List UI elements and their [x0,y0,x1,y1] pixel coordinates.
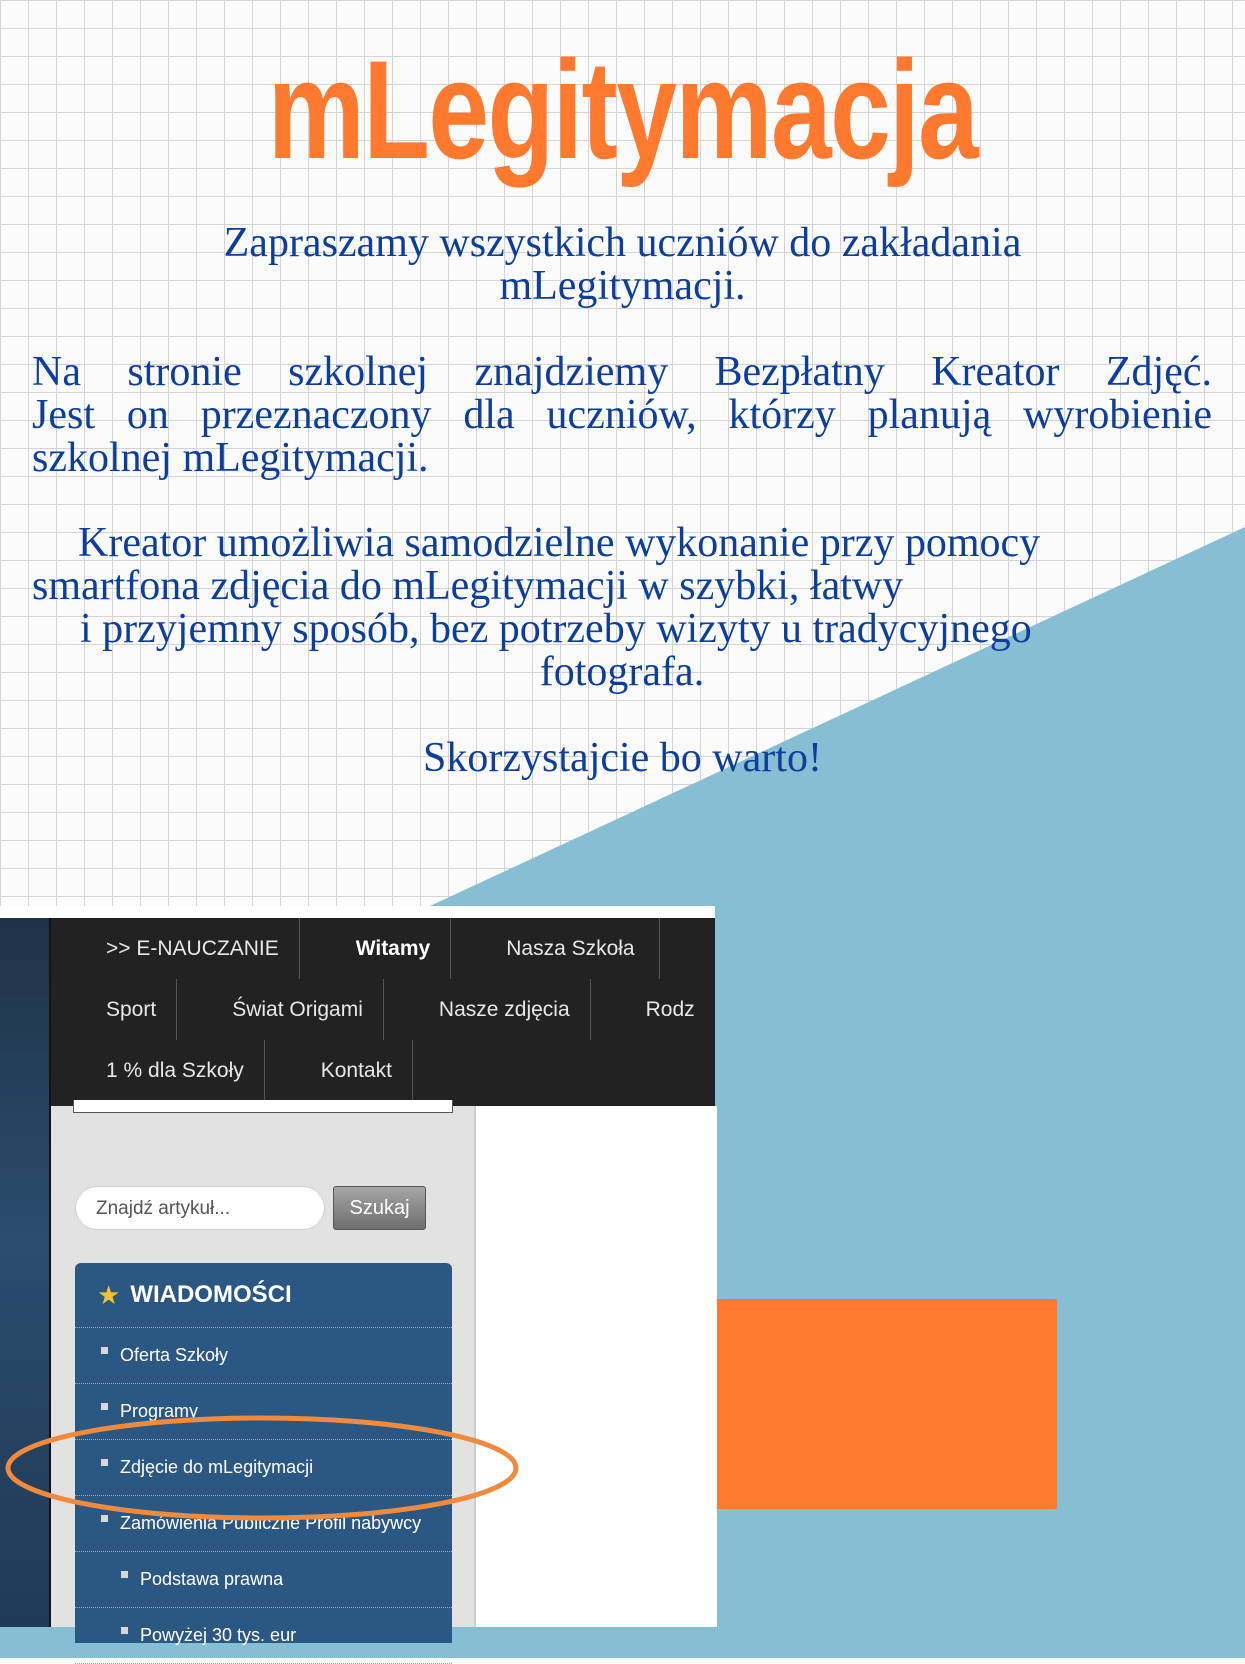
search-button[interactable]: Szukaj [333,1186,426,1230]
bullet-icon [101,1347,108,1354]
menu-item-powyzej-30[interactable] [75,1608,452,1664]
sidebar [51,1106,474,1645]
nav-row-2 [51,979,715,1040]
menu-item-label: Programy [120,1401,199,1421]
menu-item-podstawa-prawna[interactable] [75,1552,452,1608]
menu-header [75,1263,452,1328]
menu-item-label: Podstawa prawna [140,1569,284,1589]
sidebar-top-box [73,1100,453,1113]
paragraph-1-line-1: Zapraszamy wszystkich uczniów do zakładania [223,220,1022,266]
orange-rectangle [680,1299,1057,1509]
screenshot-top-edge [0,906,715,918]
bullet-icon [101,1403,108,1410]
paragraph-3 [32,522,1212,694]
menu-item-label: Zamówienia Publiczne Profil nabywcy [120,1513,422,1533]
nav-item-rodzice[interactable]: Rodz [645,998,695,1021]
paragraph-1 [60,222,1185,308]
paragraph-2-line-3: szkolnej mLegitymacji. [32,435,429,481]
nav-item-kontakt[interactable]: Kontakt [265,1040,413,1101]
paragraph-2 [32,351,1212,480]
closing-line: Skorzystajcie bo warto! [423,735,822,781]
search-input[interactable]: Znajdź artykuł... [75,1186,325,1230]
menu-item-label: Powyżej 30 tys. eur [140,1625,297,1645]
star-icon: ★ [97,1279,121,1310]
paragraph-3-line-3: i przyjemny sposób, bez potrzeby wizyty u tradycyjnego [80,606,1032,652]
bullet-icon [121,1627,128,1634]
nav-item-1-procent[interactable]: 1 % dla Szkoły [51,1040,265,1101]
nav-item-nasze-zdjecia[interactable]: Nasze zdjęcia [384,979,591,1040]
paragraph-3-line-4: fotografa. [539,649,705,695]
nav-item-sport[interactable]: Sport [51,979,177,1040]
highlight-ellipse [0,1410,530,1530]
nav-row-3 [51,1040,413,1101]
nav-item-nasza-szkola[interactable]: Nasza Szkoła [451,918,659,979]
paragraph-2-line-1: Na stronie szkolnej znajdziemy Bezpłatny Kreator Zdjęć. [32,349,1212,395]
paragraph-1-line-2: mLegitymacji. [499,263,746,309]
menu-title: WIADOMOŚCI [130,1281,292,1308]
top-navigation [51,918,715,1106]
nav-item-e-nauczanie[interactable]: >> E-NAUCZANIE [51,918,300,979]
nav-row-1 [51,918,660,979]
paragraph-3-line-1: Kreator umożliwia samodzielne wykonanie przy pomocy [78,520,1041,566]
nav-item-swiat-origami[interactable]: Świat Origami [177,979,384,1040]
nav-item-witamy[interactable]: Witamy [300,918,452,979]
paragraph-2-line-2: Jest on przeznaczony dla uczniów, którzy planują wyrobienie [32,392,1212,438]
menu-item-label: Zdjęcie do mLegitymacji [120,1457,314,1477]
menu-item-label: Oferta Szkoły [120,1345,229,1365]
content-area [474,1106,717,1627]
paragraph-3-line-2: smartfona zdjęcia do mLegitymacji w szybki, łatwy [32,563,904,609]
bullet-icon [121,1571,128,1578]
poster-title: mLegitymacja [267,31,978,188]
menu-item-oferta[interactable] [75,1328,452,1384]
